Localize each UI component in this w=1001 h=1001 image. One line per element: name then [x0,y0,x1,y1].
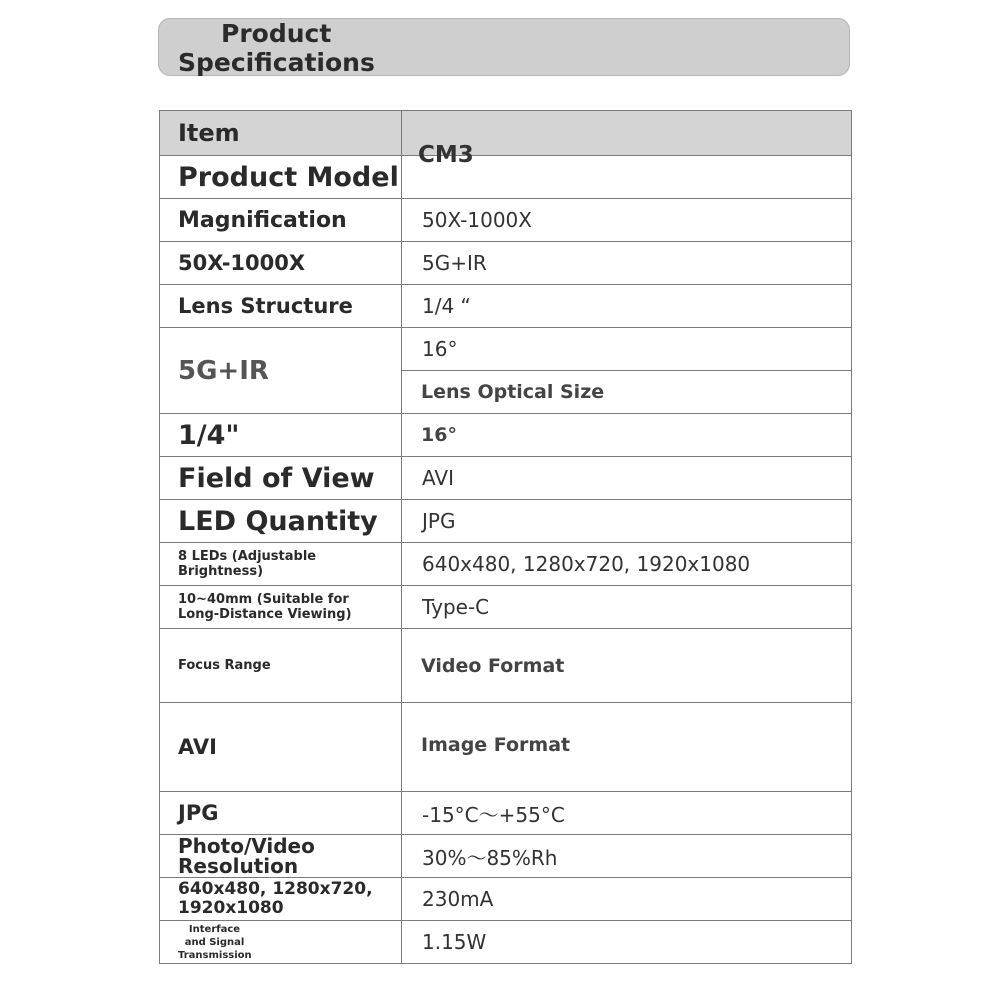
title-line-1: Product [221,19,332,48]
row-value: 16° [402,328,852,371]
table-row [160,792,852,835]
header-item-label: Item [160,111,402,156]
row-value: AVI [402,457,852,500]
table-row [160,543,852,586]
table-row [160,199,852,242]
row-value: 5G+IR [402,242,852,285]
title-line-2: Specifications [178,48,375,77]
row-label: 5G+IR [160,328,402,414]
table-row [160,285,852,328]
row-label: 640x480, 1280x720, 1920x1080 [160,878,402,921]
row-value: 50X-1000X [402,199,852,242]
row-value-2: Lens Optical Size [402,371,852,414]
row-label: 10~40mm (Suitable for Long-Distance Viewing) [160,586,402,629]
row-label: Product Model [160,156,402,199]
row-value: 1/4 “ [402,285,852,328]
row-value: 16° [402,414,852,457]
row-label: Magnification [160,199,402,242]
row-value: -15°C～+55°C [402,792,852,835]
row-label: Lens Structure [160,285,402,328]
row-value: 230mA [402,878,852,921]
table-row [160,878,852,921]
row-label: Photo/Video Resolution [160,835,402,878]
table-row [160,629,852,703]
table-row [160,156,852,199]
table-row [160,457,852,500]
table-row [160,586,852,629]
table-row [160,414,852,457]
row-label: Interface and Signal Transmission [160,921,402,964]
row-label: LED Quantity [160,500,402,543]
row-label: JPG [160,792,402,835]
product-model-value: CM3 [418,142,474,168]
table-row [160,835,852,878]
row-label: 1/4" [160,414,402,457]
row-value: 30%～85%Rh [402,835,852,878]
row-label: Field of View [160,457,402,500]
row-label: AVI [160,703,402,792]
row-value: Video Format [402,629,852,703]
table-row [160,328,852,371]
row-value: Type-C [402,586,852,629]
row-value: 1.15W [402,921,852,964]
table-row [160,703,852,792]
table-header-row [160,111,852,156]
table-row [160,921,852,964]
table-row [160,242,852,285]
row-label: 50X-1000X [160,242,402,285]
row-value: 640x480, 1280x720, 1920x1080 [402,543,852,586]
row-label: 8 LEDs (Adjustable Brightness) [160,543,402,586]
row-value: Image Format [402,703,852,792]
table-row [160,500,852,543]
row-label: Focus Range [160,629,402,703]
page-title [178,19,418,77]
row-value: JPG [402,500,852,543]
spec-table [159,110,852,964]
